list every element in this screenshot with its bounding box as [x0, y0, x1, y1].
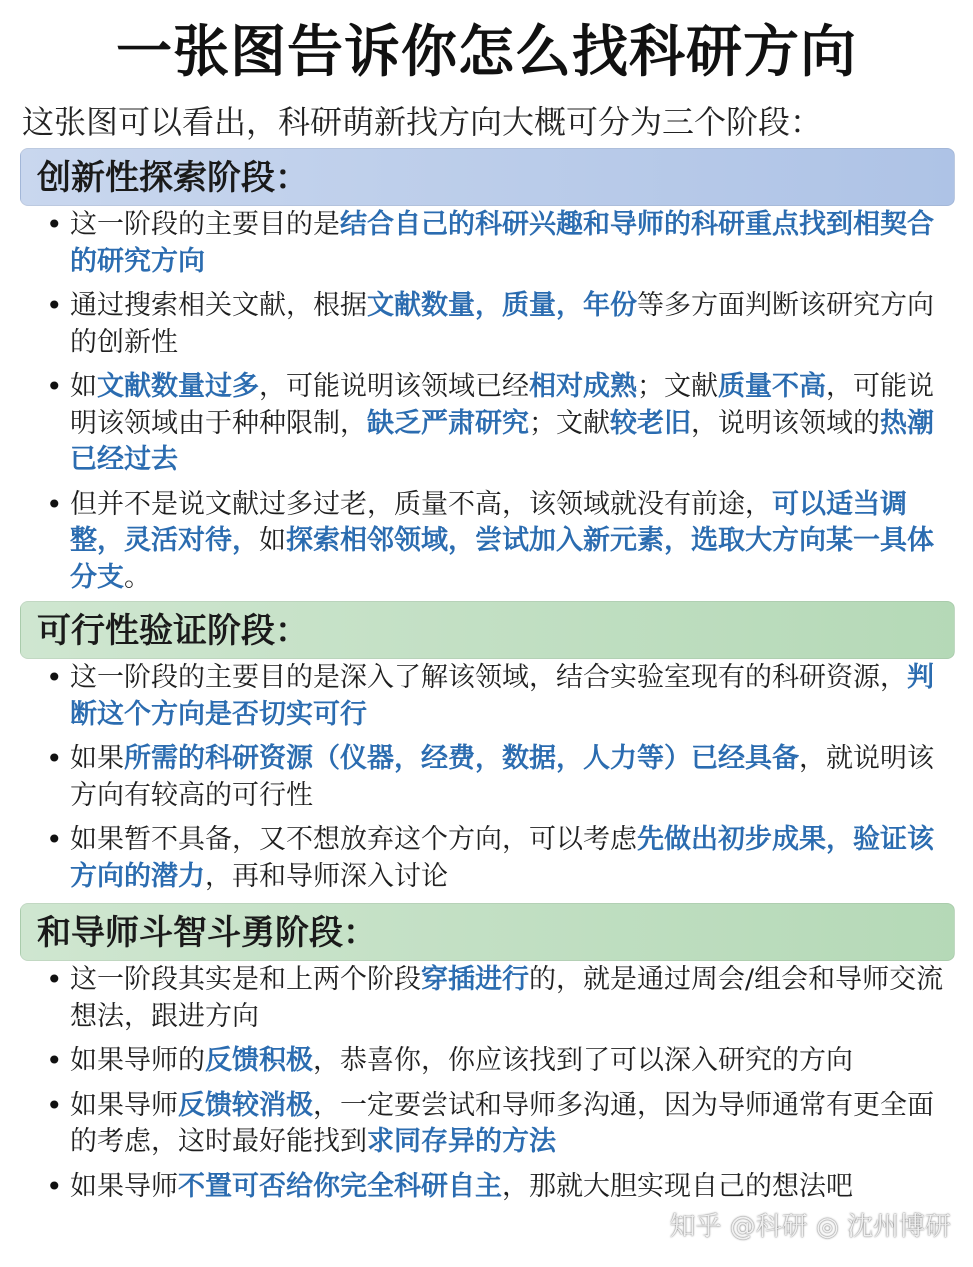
section-list-innovation	[44, 207, 944, 596]
watermark: 知乎 @科研 ◎ 沈州博研	[669, 1212, 951, 1242]
highlight-text: 不置可否给你完全科研自主	[178, 1170, 502, 1202]
body-text: 如果导师	[70, 1089, 178, 1121]
bullet-item	[44, 369, 944, 479]
highlight-text: 判断这个方向是否切实可行	[70, 662, 934, 730]
highlight-text: 文献数量过多	[97, 371, 259, 402]
body-text: ，可能说明该领域由于种种限制，	[70, 371, 934, 439]
section-heading-innovation: 创新性探索阶段：	[20, 148, 955, 206]
body-text: ，恭喜你，你应该找到了可以深入研究的方向	[313, 1045, 853, 1076]
page-title: 一张图告诉你怎么找科研方向	[116, 20, 857, 85]
bullet-item	[44, 822, 944, 895]
highlight-text: 文献数量，质量，年份	[367, 290, 637, 321]
highlight-text: 质量不高	[718, 371, 826, 402]
highlight-text: 较老旧	[610, 407, 691, 439]
body-text: 如	[70, 371, 97, 402]
body-text: 通过搜索相关文献，根据	[70, 290, 367, 321]
highlight-text: 先做出初步成果，验证该方向的潜力	[70, 824, 934, 892]
body-text: 如果导师	[70, 1170, 178, 1202]
highlight-text: 相对成熟	[529, 371, 637, 402]
section-heading-advisor: 和导师斗智斗勇阶段：	[20, 903, 955, 961]
section-list-advisor	[44, 962, 944, 1205]
body-text: ；文献	[637, 371, 718, 402]
bullet-item	[44, 487, 944, 597]
highlight-text: 缺乏严肃研究	[367, 407, 529, 439]
body-text: 但并不是说文献过多过老，质量不高，该领域就没有前途，	[70, 488, 772, 520]
bullet-item	[44, 1169, 944, 1206]
section-heading-feasibility: 可行性验证阶段：	[20, 601, 955, 659]
highlight-text: 穿插进行	[421, 964, 529, 995]
body-text: ；文献	[529, 407, 610, 439]
body-text: 这一阶段其实是和上两个阶段	[70, 964, 421, 995]
highlight-text: 热潮已经过去	[70, 407, 934, 475]
bullet-item	[44, 1088, 944, 1161]
body-text: 等多方面判断该研究方向的创新性	[70, 290, 934, 358]
body-text: 如果暂不具备，又不想放弃这个方向，可以考虑	[70, 824, 637, 855]
highlight-text: 可以适当调整，灵活对待，	[70, 488, 907, 556]
bullet-item	[44, 741, 944, 814]
bullet-item	[44, 1043, 944, 1080]
bullet-item	[44, 288, 944, 361]
body-text: ，一定要尝试和导师多沟通，因为导师通常有更全面的考虑，这时最好能找到	[70, 1089, 934, 1157]
bullet-item	[44, 207, 944, 280]
body-text: 如果	[70, 743, 124, 774]
highlight-text: 所需的科研资源（仪器，经费，数据，人力等）已经具备	[124, 743, 799, 774]
body-text: 。	[124, 561, 151, 593]
body-text: ，说明该领域的	[691, 407, 880, 439]
body-text: 如	[259, 525, 286, 556]
body-text: 如果导师的	[70, 1045, 205, 1076]
highlight-text: 求同存异的方法	[367, 1126, 556, 1157]
highlight-text: 结合自己的科研兴趣和导师的科研重点找到相契合的研究方向	[70, 209, 934, 277]
body-text: ，再和导师深入讨论	[205, 860, 448, 892]
highlight-text: 反馈积极	[205, 1045, 313, 1076]
highlight-text: 探索相邻领域，尝试加入新元素，选取大方向某一具体分支	[70, 525, 934, 593]
highlight-text: 反馈较消极	[178, 1089, 313, 1121]
bullet-item	[44, 660, 944, 733]
body-text: ，可能说明该领域已经	[259, 371, 529, 402]
body-text: ，就说明该方向有较高的可行性	[70, 743, 934, 811]
page-subtitle: 这张图可以看出，科研萌新找方向大概可分为三个阶段：	[22, 103, 823, 141]
body-text: 这一阶段的主要目的是深入了解该领域，结合实验室现有的科研资源，	[70, 662, 907, 693]
body-text: ，那就大胆实现自己的想法吧	[502, 1170, 853, 1202]
body-text: 的，就是通过周会/组会和导师交流想法，跟进方向	[70, 964, 944, 1032]
bullet-item	[44, 962, 944, 1035]
section-list-feasibility	[44, 660, 944, 895]
body-text: 这一阶段的主要目的是	[70, 209, 340, 240]
